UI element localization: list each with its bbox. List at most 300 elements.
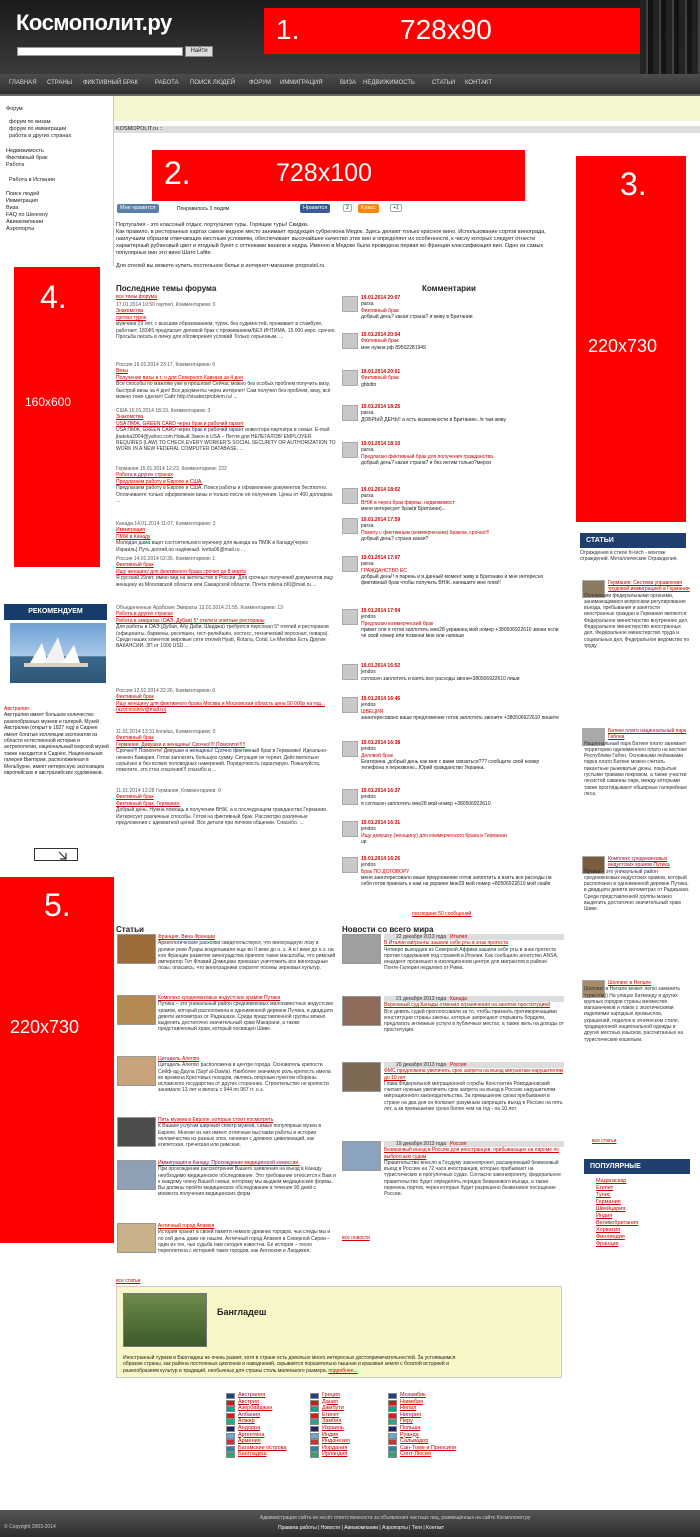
nav-contact[interactable]: КОНТАКТ <box>465 80 493 86</box>
right-article-title[interactable]: Германия: Система управления трудовой иммиграцией в Германии <box>608 580 690 593</box>
news-item <box>384 1141 564 1198</box>
post-text: Предлагаем работу в Европе и США. Поиск работы и оформление документов бесплатно. Оплачиваете только оформление визы и только после её получения. Цены от 400 долларов. ... <box>116 485 334 505</box>
comment-date: 19.01.2014 16:31 <box>361 820 401 826</box>
post-text: Все способы по мажлям уже в прошлом! Сейчас можно без особых проблем получить визу, быстрой визы за 4 дня! Все документы через интернет! Сам получил без проблем, визу, всё можно тоже сделал! Сайт http://visabezproblem.ru/ ... <box>116 381 331 401</box>
post-forum-link[interactable]: Фиктивный брак <box>116 562 154 569</box>
article-text: Путика – это уникальный район средневековых малоизвестных индустских храмов, который расположена в одноименной деревне Путика, в двадцати девяти километрах от Раджшахи. Среди представленной группы можно выделить достаточно значительный храм Макарани, а также представленный храм, который посвящен Шиве. <box>158 1001 334 1033</box>
comment-text: меня заинтересовало ваше предложение готов заплотить и взять все расходы на себя готов приехать к нам на украине мне29 мой номер +80506922610 мой скайп <box>361 874 552 888</box>
popular-item[interactable]: Швейцария <box>596 1206 626 1212</box>
sydney-opera-image[interactable] <box>10 623 106 683</box>
country-link[interactable]: Иордания <box>322 1444 348 1451</box>
news-country[interactable]: Россия <box>450 1141 467 1147</box>
bangladesh-image[interactable] <box>123 1293 207 1347</box>
news-image[interactable] <box>342 934 381 964</box>
user-avatar[interactable] <box>342 556 358 572</box>
news-image[interactable] <box>342 996 381 1026</box>
comment-text: заинтересовано ваше предложение готов заплотить звоните +380506922610 пишите <box>361 714 559 721</box>
post-meta: Объединенные Арабские Эмираты 13.01.2014 21:55, Комментариев: 13 <box>116 605 283 611</box>
news-text: Четверо выходцев из Северной Африки зашили себе рты в знак протеста против содержания под стражей в Италии. Как сообщило агентство ANSA, инцидент произошел в изоляционном центре для мигрантов в районе Понте-Галерия недалеко от Рима. <box>384 946 559 972</box>
post-forum-link[interactable]: Работа в других странах <box>116 472 173 479</box>
article-item <box>158 1117 336 1148</box>
right-articles <box>580 550 686 563</box>
forum-post <box>116 605 336 650</box>
flag-icon <box>310 1393 319 1399</box>
ok-class-count: +1 <box>390 204 402 212</box>
news-title[interactable]: ФМС предложила увеличить срок запрета на въезд мигрантам-нарушителям до 10 лет <box>384 1068 563 1081</box>
flag-icon <box>388 1433 397 1439</box>
country-link[interactable]: Алжир <box>238 1418 255 1425</box>
nav-visa[interactable]: ВИЗА <box>340 80 356 86</box>
nav-articles[interactable]: СТАТЬИ <box>432 80 456 86</box>
banner-3[interactable] <box>576 156 686 522</box>
article-title[interactable]: Франция. Вина Франции <box>158 934 215 940</box>
flag-icon <box>310 1400 319 1406</box>
user-avatar[interactable] <box>342 405 358 421</box>
comment-topic-link[interactable]: ШВЕЦИЯ <box>361 708 384 715</box>
bangladesh-text <box>123 1355 463 1374</box>
user-avatar[interactable] <box>342 609 358 625</box>
article-title[interactable]: Пять музеев в Европе, которые стоит посмотреть <box>158 1117 274 1123</box>
news-date: 21 декабря 2013 года <box>396 996 447 1002</box>
menu-item[interactable]: Фиктивный брак <box>6 155 48 161</box>
flag-icon <box>388 1393 397 1399</box>
post-text: Добрый день. Нужна помощь в получении ВНЖ, а в последующем гражданства Германии. Интересует различные способы. Готов на фиктивный брак. Рассмотрю различные предложения с адекватной ценой. Все детали при личном общении. Спасибо. ... <box>116 807 328 827</box>
post-meta: 17.01.2014 10:50 raymeri, Комментариев: 0 <box>116 302 216 308</box>
article-title[interactable]: Иммиграция в Канаду. Прохождение медицинской комиссии. <box>158 1160 300 1166</box>
country-link[interactable]: Мозамбик <box>400 1392 426 1398</box>
user-avatar[interactable] <box>342 821 358 837</box>
popular-title: ПОПУЛЯРНЫЕ <box>584 1159 690 1174</box>
flag-icon <box>310 1413 319 1419</box>
menu-item[interactable]: форум по визам <box>9 119 51 125</box>
right-articles-title: СТАТЬИ <box>580 533 686 548</box>
news-text: Все девять судей проголосовали за то, чтобы признать противоречащими конституции страны законы, которые запрещают открывать бордели, предлагать интимные услуги в публичных местах, а также жить на доходы от проституции. <box>384 1008 564 1034</box>
comments-title: Комментарии <box>422 284 476 293</box>
banner-1[interactable] <box>264 8 640 54</box>
country-link[interactable]: Нигерия <box>400 1411 422 1418</box>
ok-class-button[interactable]: Класс <box>358 204 379 213</box>
country-link[interactable]: Индонезия <box>322 1438 350 1445</box>
comment-topic-link[interactable]: Фиктивный брак <box>361 338 399 345</box>
banner-4-size: 160x600 <box>25 395 72 409</box>
comment-text: добрый день? какая страна? и без интим только?мерси <box>361 459 491 466</box>
comment <box>361 487 561 512</box>
user-avatar[interactable] <box>342 741 358 757</box>
news-image[interactable] <box>342 1141 381 1171</box>
menu-item[interactable]: Работа в Испании <box>9 177 56 183</box>
post-forum-link[interactable]: Иммиграция <box>116 527 146 534</box>
post-topic-link[interactable]: Фиктивный брак. Германия. <box>116 800 181 807</box>
news-image[interactable] <box>342 1062 381 1092</box>
news-text: Глава Федеральной миграционной службы Константин Ромодановский считает нужным увеличить срок запрета на въезд в Россию нарушителям миграционного законодательства. За превышение срока пребывания в стране на два дня он полагает разумным запрещать въезд в Россию на пять лет, а за превышение срока более чем на год - на 10 лет. <box>384 1080 563 1113</box>
news-text: Правительство внесло в Госдуму законопроект, расширяющий безвизовый въезд в Россию на 72 часа иностранцев, которые прибывают на туристических и прогулочных судах. Согласно законопроекту, федеральное правительство будет определять порядок безвизового въезда, а также перечень портов, через которые будет разрешено безвизовое посещение России. <box>384 1159 561 1198</box>
popular-item[interactable]: Мадагаскар <box>596 1178 627 1184</box>
article-text: Цитадель Алеппо расположена в центре города. Основатель крепости Сейф-ад-Даула (Sayf al-Dawla). Наиболее значимую роль крепость имела во времена Крестовых походов, являясь опорным пунктом обороны исламского государства от других сторонних. Строительство не крепости занимало 13 лет и велось с 944 по 967 гг. н.э. <box>158 1062 331 1094</box>
post-text: мужчина 29 лет, с высшим образованием, турок, без судимостей, проживает в стамбуле, работает. 183Ф5 предлагает деловой брак с проживанием/БЕЗ ИНТИМА. 15 000 евро. срочно. Просьба писать в личку для обговорения условий Только серьезным. ... <box>116 321 336 341</box>
article-text: При прохождении рассмотрения Вашего заявления на въезд в Канаду необходимо медицинское обследование. Это требование относится к Вам и к каждому члену Вашей семьи, которому мы выдаем медицинские формы. Вы должны пройти медицинское обследование в течение 90 дней с момента получения медицинских форм. <box>158 1166 336 1198</box>
country-link[interactable]: Сальвадор <box>400 1438 429 1445</box>
post-text: Я русский 29лет, имею вид на жительство в России. Для срочных получений документов ищу женщину из Московской области или Самарской области. Почта milena.r90@mail.ru ... <box>116 575 334 588</box>
comment-topic-link[interactable]: Предлагаю фиктивный брак для получения гражданства. <box>361 453 495 460</box>
right-article-text: Путика – это уникальный район средневековых индустских храмов, который расположен в одноименной деревне Путика, в двадцати девяти километрах от Раджшахи. Среди представленной группы можно выделить достаточно значительный храм Шиве. <box>584 868 690 913</box>
flag-icon <box>226 1393 235 1399</box>
menu-item[interactable]: Поиск людей <box>6 191 40 197</box>
news-title[interactable]: Верховный суд Канады отменил ограничения на занятие проституцией <box>384 1002 550 1009</box>
comment-user: parsa <box>361 523 374 530</box>
footer <box>0 1510 700 1537</box>
banner-2-size: 728x100 <box>276 159 372 187</box>
bangladesh-title: Бангладеш <box>217 1307 267 1317</box>
search-button[interactable]: Найти <box>185 46 213 57</box>
post-forum-link[interactable]: Фиктивный брак <box>116 694 154 701</box>
comment-topic-link[interactable]: Ищу девушку (женщину) для коммерческого брака в Германии <box>361 832 507 839</box>
forum-post <box>116 688 336 714</box>
recommend-link[interactable]: Австралия <box>4 706 29 712</box>
popular-item[interactable]: Египет <box>596 1185 614 1191</box>
menu-item[interactable]: Иммиграция <box>6 198 38 204</box>
comment-user: jendos <box>361 614 376 621</box>
post-meta: 11.01.2014 13:31 lionelus, Комментариев: 0 <box>116 729 216 735</box>
comment <box>361 856 561 887</box>
comment-date: 19.01.2014 18:02 <box>361 487 401 493</box>
menu-item[interactable]: FAQ по Шенгену <box>6 212 48 218</box>
comment-topic-link[interactable]: Деловой брак <box>361 752 393 759</box>
menu-item[interactable]: работа в других странах <box>9 133 72 139</box>
intro-p2: Как правило, в ресторанных картах самое видное место занимает продукция субрегиона Медок. Здесь делают только красное вино. Использование сортов винограда, наилучшим образом отвечающих местным условиям, обеспечивает высочайшее качество этих вин и определяет их особенности, к числу которых следует отнести характерный рубиновый цвет и ягодный букет с оттенками ванили и кедра. Именно в Медоке была проведена первая во Франции классификация вин. Одно из самых популярных вин это вино Шато Lafite. <box>116 229 546 256</box>
banner-5-number: 5. <box>44 887 71 923</box>
comment-date: 19.01.2014 16:26 <box>361 856 401 862</box>
nav-home[interactable]: ГЛАВНАЯ <box>9 80 37 86</box>
article-title[interactable]: Комплекс средневековых индустских храмов Путика <box>158 995 281 1001</box>
comment-topic-link[interactable]: Помогу с фиктивным (коммерческим) браком, срочно!!! <box>361 529 490 536</box>
post-meta: Канада 14.01.2014 11:07, Комментариев: 3 <box>116 521 216 527</box>
right-article-title[interactable]: Батеке плато национальный парк Габона <box>608 728 687 741</box>
article-image[interactable] <box>117 995 156 1025</box>
top-strip <box>114 96 700 121</box>
nav-fake-marriage[interactable]: ФИКТИВНЫЙ БРАК <box>83 80 139 86</box>
article-image[interactable] <box>117 1160 156 1190</box>
right-article-title[interactable]: Комплекс средневековых индустских храмов Путика <box>608 856 670 869</box>
bangladesh-body: Иностранный туризм в Бангладеш не очень развит, хотя в стране есть довольно много интересных достопримечательностей. За устоявшимся образом страны, как района постоянных циклонов и наводнений, скрывается поразительно пышная и красивая земля с богатой историей и разнообразием культур и традиций, необычных для страны столь маленького размера. <box>123 1355 456 1374</box>
forum-post <box>116 466 336 504</box>
country-link[interactable]: Индия <box>322 1431 339 1438</box>
nav-countries[interactable]: СТРАНЫ <box>47 80 73 86</box>
recommend-expand-button[interactable] <box>34 848 78 861</box>
country-link[interactable]: Сан-Томе и Принсипи <box>400 1444 456 1451</box>
flag-icon <box>310 1406 319 1412</box>
popular-item[interactable]: Хорватия <box>596 1227 621 1233</box>
post-topic-link[interactable]: срочно турок <box>116 314 147 321</box>
right-article <box>584 580 690 649</box>
vk-like-note: Понравилось 3 людям <box>177 206 230 212</box>
country-link[interactable]: Ирландия <box>322 1451 348 1458</box>
bangladesh-more[interactable]: подробнее... <box>328 1367 358 1374</box>
popular-list <box>596 1178 638 1248</box>
flag-icon <box>310 1433 319 1439</box>
popular-item[interactable]: Великобритания <box>596 1220 639 1226</box>
nav-realty[interactable]: НЕДВИЖИМОСТЬ <box>363 80 415 86</box>
comment-date: 19.01.2014 20:07 <box>361 295 401 301</box>
post-forum-link[interactable]: Фиктивный брак <box>116 794 154 801</box>
country-link[interactable]: Андорра <box>238 1425 261 1431</box>
country-link[interactable]: Бангладеш <box>238 1451 267 1458</box>
post-forum-link[interactable]: Фиктивный брак <box>116 735 154 742</box>
header <box>0 0 700 74</box>
news-title[interactable]: Безвизовый въезд в Россию для иностранцев, прибывающих на пароме по выбросным судам <box>384 1147 559 1160</box>
user-avatar[interactable] <box>342 296 358 312</box>
news-title[interactable]: В Италии мигранты зашили себе рты в знак протеста <box>384 940 509 947</box>
post-topic-link[interactable]: Ищу женщину для фиктивного брака срочно до 8 марта <box>116 568 246 575</box>
comment-topic-link[interactable]: Фиктивный брак <box>361 375 399 382</box>
post-meta: Россия 14.01.2014 02:35, Комментариев: 1 <box>116 556 216 562</box>
forum-post <box>116 521 336 553</box>
flag-icon <box>388 1400 397 1406</box>
post-topic-link[interactable]: Ищу женщину для фиктивного брака Москва и Московская область цена 50 000р на год... (azor.nosirov@mail.ru) <box>116 700 325 714</box>
forum-post <box>116 788 336 826</box>
popular-item[interactable]: Франция <box>596 1241 619 1247</box>
country-link[interactable]: Намибия <box>400 1398 424 1405</box>
user-avatar[interactable] <box>342 488 358 504</box>
post-meta: Россия 12.01.2014 22:26, Комментариев: 0 <box>116 688 216 694</box>
post-topic-link[interactable]: Работа в эмиратах (ОАЭ, Дубаи) 5* отели и элитные рестораны <box>116 617 265 624</box>
comment-topic-link[interactable]: Брак ПО ДОГОВОРУ <box>361 868 410 875</box>
article-image[interactable] <box>117 1223 156 1253</box>
country-link[interactable]: Джибути <box>322 1405 344 1412</box>
footer-disclaimer: Администрация сайта не несёт ответственности за объявления частных лиц, размещённых на сайте Космополит.ру <box>260 1515 531 1521</box>
right-article-title[interactable]: Шоппинг в Непале <box>608 980 652 986</box>
flag-icon <box>310 1452 319 1458</box>
comment-date: 19.01.2014 16:38 <box>361 740 401 746</box>
breadcrumb: KOSMOPOLIT.ru :: <box>114 126 700 133</box>
post-text: Срочно!!! Помогите! Девушки и женщины! Срочно фиктивный брак в Германию! Идеально- нюнкен Бавария. Готов заплатить большую сумму. Ситуация не терпит. Действительно серьёзно и без всяких половодных намерений. Порядочность гарантирую. Пожалуйста, помогите, это стон спасения!!! спасибо и ... <box>116 748 328 774</box>
post-forum-link[interactable]: Визы <box>116 368 129 375</box>
menu-item[interactable]: Недвижимость <box>6 148 44 154</box>
post-topic-link[interactable]: ПМЖ в Канаду <box>116 533 151 540</box>
post-topic-link[interactable]: Предлагаем работу в Европе и США. <box>116 478 203 485</box>
post-forum-link[interactable]: Работа в других странах <box>116 611 173 618</box>
banner-4-number: 4. <box>40 279 67 315</box>
vk-like-button[interactable]: Мне нравится <box>117 204 159 213</box>
flag-icon <box>226 1406 235 1412</box>
menu-item[interactable]: Виза <box>6 205 19 211</box>
comment-date: 19.01.2014 17:04 <box>361 608 401 614</box>
comment-date: 19.01.2014 18:25 <box>361 404 401 410</box>
banner-5-size: 220x730 <box>10 1017 80 1037</box>
banner-1-size: 728x90 <box>400 14 492 45</box>
forum-all-link[interactable]: все темы форума <box>116 294 157 300</box>
article-item <box>158 934 336 972</box>
comment <box>361 517 561 542</box>
comment-topic-link[interactable]: Фиктивный брак <box>361 307 399 314</box>
news-item <box>384 934 564 972</box>
comment-date: 19.01.2014 17:59 <box>361 517 401 523</box>
comment-user: parsa <box>361 301 374 308</box>
comment <box>361 696 561 721</box>
post-text: Для работы в ОАЭ (Дубаи, Абу Даби, Шарджа) требуется персонал 5* отелей и ресторанов (официанты, бармены, ресепшен, гест-релейшен, хостесс, технический персонал, повара). Среди наших клиентов мировые сети отелей Hyatt, Rotana, Coral, Le Meridian Есть Другие ВАКАНСИИ. ЗП от 1000 USD ... <box>116 624 329 650</box>
forum-post <box>116 362 336 400</box>
right-article <box>584 728 690 797</box>
comment-user: jendos <box>361 702 376 709</box>
banner-4[interactable] <box>14 267 100 567</box>
comment <box>361 663 561 682</box>
flag-icon <box>226 1452 235 1458</box>
news-country[interactable]: Россия <box>450 1062 467 1068</box>
comment-date: 19.01.2014 16:52 <box>361 663 401 669</box>
article-image[interactable] <box>117 1056 156 1086</box>
popular-item[interactable]: Тунис <box>596 1192 611 1198</box>
article-item <box>158 1223 336 1254</box>
article-text: Археологические раскопки свидетельствуют, что виноградную лозу в долине реки Луары возделывали еще во II веке до н. э. А в I веке до н.э. на юге Франции развитие виноградства приняло такие масштабы, что римский император Тит Флавий Домициан приказал уничтожить все виноградные лозы, опасаясь, что виноградники сократят посевы зерновых культур. <box>158 940 336 972</box>
comments-more-link[interactable]: последние 50 сообщений <box>412 911 472 917</box>
country-link[interactable]: Египет <box>322 1411 340 1418</box>
menu-item[interactable]: Авиакомпании <box>6 219 44 225</box>
banner-3-number: 3. <box>620 166 647 202</box>
country-link[interactable]: Армения <box>238 1438 261 1445</box>
search-input[interactable] <box>17 47 183 56</box>
comment-date: 19.01.2014 18:10 <box>361 441 401 447</box>
comment-user: parsa <box>361 447 374 454</box>
user-avatar[interactable] <box>342 333 358 349</box>
user-avatar[interactable] <box>342 857 358 873</box>
right-article-text: Национальный парк Батеке плато занимает территорию одноименного плато на востоке Республики Габон. Основными пейзажами парка плато Батеке можно считать пикантные рыжеватые дюны, покрытые густыми травами покровом, а также участки лесистой саванны парк, между которыми также проглядывают обширные галерейные леса. <box>584 740 687 797</box>
user-avatar[interactable] <box>342 370 358 386</box>
user-avatar[interactable] <box>342 518 358 534</box>
popular-item[interactable]: Финляндия <box>596 1234 625 1240</box>
post-topic-link[interactable]: USA ПМЖ, GREEN CARD через брак и рабочий гарант <box>116 420 244 427</box>
country-link[interactable]: Багамские острова <box>238 1444 287 1451</box>
menu-item[interactable]: форум по иммиграции <box>9 126 67 132</box>
post-forum-link[interactable]: Знакомства <box>116 414 144 421</box>
comment <box>361 295 561 320</box>
news-title: Новости со всего мира <box>342 925 434 934</box>
forum-post <box>116 408 336 453</box>
article-title[interactable]: Античный город Апамея <box>158 1223 215 1229</box>
nav-search-people[interactable]: ПОИСК ЛЮДЕЙ <box>190 80 235 86</box>
country-link[interactable]: Австралия <box>238 1392 266 1398</box>
country-link[interactable]: Албания <box>238 1411 261 1418</box>
menu-item[interactable]: Аэропорты <box>6 226 35 232</box>
article-image[interactable] <box>117 1117 156 1147</box>
user-avatar[interactable] <box>342 789 358 805</box>
flag-icon <box>388 1413 397 1419</box>
comment-user: parsa <box>361 493 374 500</box>
opera-house-icon <box>10 623 106 683</box>
news-all[interactable]: все новости <box>342 1235 370 1241</box>
post-meta: США 15.01.2014 18:33, Комментариев: 3 <box>116 408 211 414</box>
banner-2[interactable] <box>152 150 525 201</box>
article-title[interactable]: Цитадель Алеппо <box>158 1056 200 1062</box>
site-logo[interactable]: Космополит.ру <box>16 10 172 35</box>
country-link[interactable]: Дания <box>322 1398 338 1405</box>
flag-icon <box>226 1426 235 1432</box>
footer-links[interactable]: Правила работы | Новости | Авиакомпании | Аэропорты | Теги | Контакт <box>278 1525 445 1531</box>
top-nav <box>0 74 700 96</box>
post-topic <box>116 701 336 714</box>
banner-1-number: 1. <box>276 14 300 45</box>
nav-work[interactable]: РАБОТА <box>155 80 179 86</box>
news-country[interactable]: Канада <box>450 996 467 1002</box>
country-link[interactable]: Замбия <box>322 1418 342 1425</box>
flag-icon <box>388 1452 397 1458</box>
comment-topic-link[interactable]: ВНЖ в через брак фирмы: недвижимост <box>361 499 455 506</box>
country-link[interactable]: Польша <box>400 1425 421 1431</box>
comment-text: мне нужна рф 89502281949 <box>361 344 426 351</box>
country-link[interactable]: Перу <box>400 1418 413 1425</box>
flag-icon <box>310 1426 319 1432</box>
right-articles-all[interactable]: все статьи <box>592 1138 617 1144</box>
country-link[interactable]: Непал <box>400 1405 417 1412</box>
comment <box>361 820 561 845</box>
flag-icon <box>388 1439 397 1445</box>
post-topic-link[interactable]: Германия. Девушки и женщины! Срочно!!!! Помогите!!!!! <box>116 741 246 748</box>
user-avatar[interactable] <box>342 664 358 680</box>
news-item <box>384 1062 564 1112</box>
recommend-text <box>4 706 110 776</box>
right-articles-intro: Ограждения в стиле hi-tech - монтаж ограждений. Металлические Ограждения. <box>580 550 678 563</box>
country-link[interactable]: Руанда <box>400 1431 419 1438</box>
user-avatar[interactable] <box>342 442 358 458</box>
flag-icon <box>388 1426 397 1432</box>
country-link[interactable]: Азербайджан <box>238 1405 273 1412</box>
popular-item[interactable]: Индия <box>596 1213 613 1219</box>
comment-text: привет оля я готов заплотить мне28 украинец мой номер +380506922610 звони если чё свой номер или позвони мне или напиши <box>361 626 559 640</box>
flag-icon <box>388 1446 397 1452</box>
menu-item[interactable]: Форум <box>6 106 23 112</box>
flag-icon <box>310 1446 319 1452</box>
nav-forum[interactable]: ФОРУМ <box>249 80 271 86</box>
banner-2-number: 2. <box>164 155 191 191</box>
forum-title: Последние темы форума <box>116 284 217 293</box>
footer-copyright: © Copyright 2003-2014 <box>4 1524 56 1530</box>
country-link[interactable]: Австрия <box>238 1398 259 1405</box>
article-image[interactable] <box>117 934 156 964</box>
flag-icon <box>226 1439 235 1445</box>
country-link[interactable]: Сент-Люсия <box>400 1451 431 1458</box>
comment-date: 19.01.2014 20:04 <box>361 332 401 338</box>
post-topic-link[interactable]: Получение визы в т. ч для Северного Кавказа за 4 дня <box>116 374 243 381</box>
country-link[interactable]: Аргентина <box>238 1431 265 1438</box>
comment-date: 19.01.2014 17:07 <box>361 555 401 561</box>
comment <box>361 332 561 351</box>
banner-3-size: 220x730 <box>588 336 658 356</box>
comment-text: добрый день!! я парень и в данный момент живу в Британию и мне интересно фиктивный брак чтобы получить ВНЖ..напишите мне плиз!! <box>361 573 544 587</box>
articles-all[interactable]: все статьи <box>116 1278 141 1284</box>
comment-text: согласен заплотить и взять все расходы звони+380506922610 пиши <box>361 675 520 682</box>
comment <box>361 404 561 423</box>
flag-icon <box>310 1419 319 1425</box>
comment-user: parsa <box>361 410 374 417</box>
news-country[interactable]: Италия <box>450 934 468 940</box>
comment-date: 19.01.2014 16:46 <box>361 696 401 702</box>
user-avatar[interactable] <box>342 697 358 713</box>
post-text: USA ПМЖ, GREEN CARD через брак и рабочий гарант инвестора-партнёра и семьи. E-mail: jbateka2004@yahoo.com.Новый Закон в USA – Петля для НЕЛЕГАЛОВ! EMPLOYER REQUIRES (LAW) TO CHECK EVERY WORKER'S SOCIAL SECURITY OR AUTHORIZATION TO WORK IN A NEW FEDERAL COMPUTER DATABASE. ... <box>116 427 336 453</box>
popular-item[interactable]: Германия <box>596 1199 621 1205</box>
forum-post <box>116 302 336 340</box>
menu-item[interactable]: Работа <box>6 162 25 168</box>
post-forum-link[interactable]: Знакомства <box>116 308 144 315</box>
comment <box>361 441 561 466</box>
country-link[interactable]: Греция <box>322 1392 340 1398</box>
comment-topic-link[interactable]: Предлагаю коммерческий брак <box>361 620 434 627</box>
country-link[interactable]: Израиль <box>322 1425 344 1431</box>
comment <box>361 369 561 388</box>
comment-topic-link[interactable]: ГРАЖДАНСТВО ЕС <box>361 567 407 574</box>
post-text: Молодая дама ищет состоятельного мужчину для выезда на ПМЖ в Канаду(через Израиль).Путь долгий,но надёжный. ivetta06@mail.ru ... <box>116 540 308 553</box>
articles-title: Статьи <box>116 925 144 934</box>
banner-5[interactable] <box>0 877 114 1243</box>
nav-immigration[interactable]: ИММИГРАЦИЯ <box>280 80 323 86</box>
like-button[interactable]: Нравится <box>300 204 330 213</box>
